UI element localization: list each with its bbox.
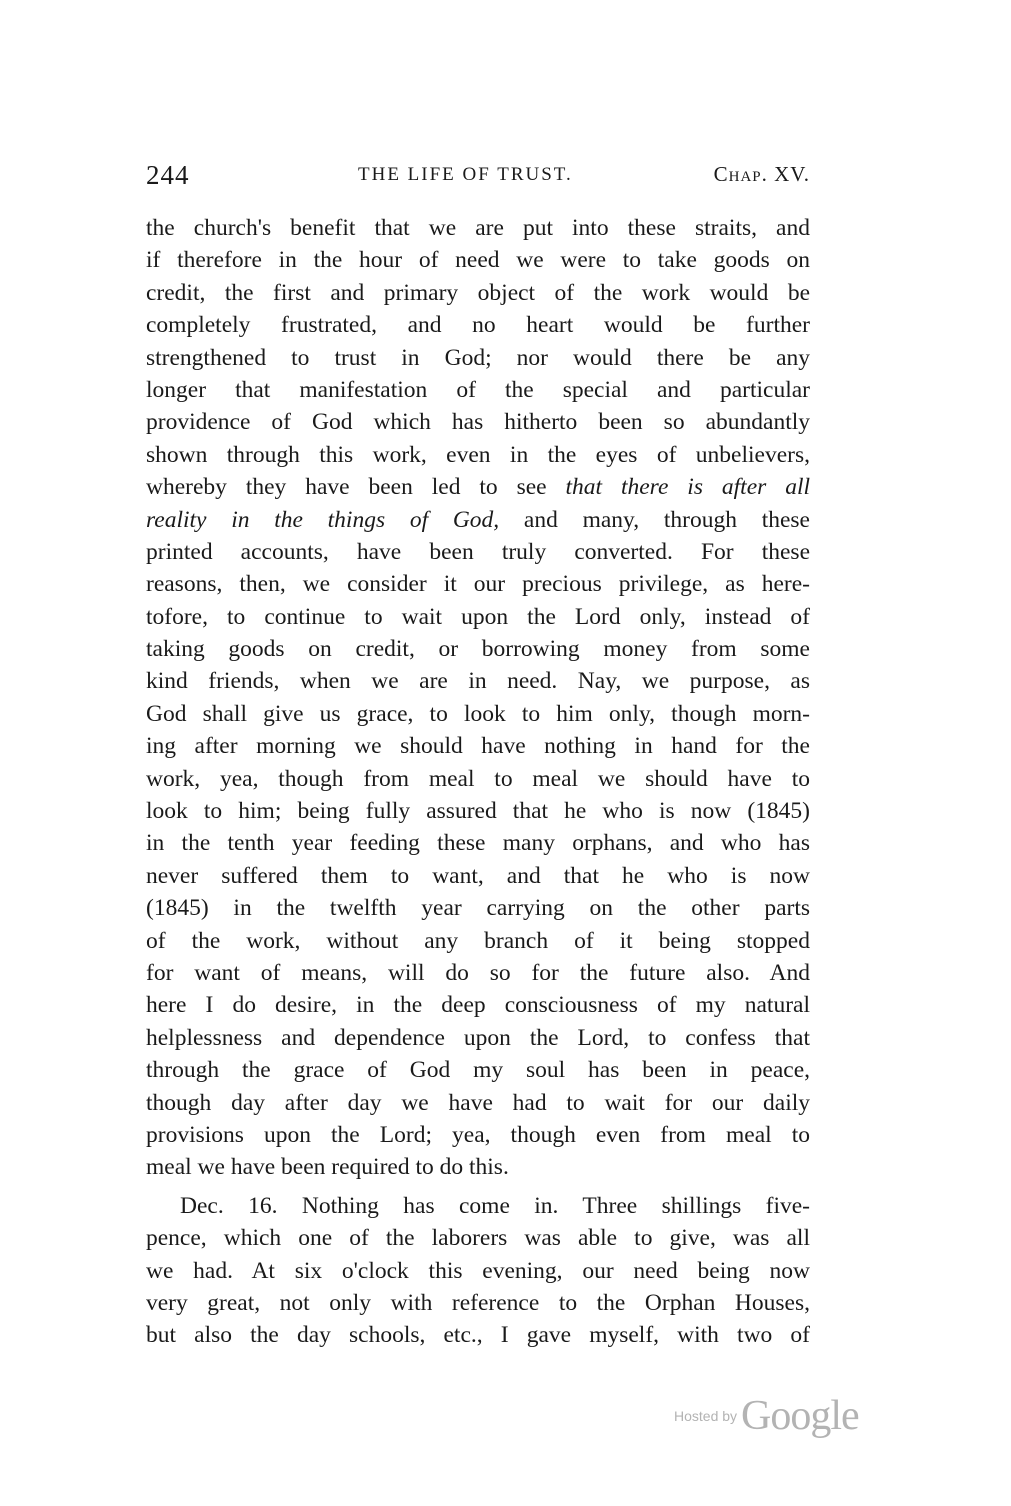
hosted-by-label: Hosted by [674,1408,738,1424]
text-run: whereby they have been led to see [146,474,566,501]
text-line: helplessness and dependence upon the Lord, to confess that [146,1024,810,1051]
paragraph-continued [146,212,810,1184]
text-line: credit, the first and primary object of the work would be [146,279,810,306]
text-line: very great, not only with reference to the Orphan Houses, [146,1289,810,1316]
paragraph-dec-16 [146,1190,810,1352]
text-line: tofore, to continue to wait upon the Lord only, instead of [146,603,810,630]
text-line-with-italic [146,504,810,536]
text-line: provisions upon the Lord; yea, though even from meal to [146,1121,810,1148]
page-number: 244 [146,160,190,190]
text-line: shown through this work, even in the eyes of unbelievers, [146,441,810,468]
text-line: through the grace of God my soul has been in peace, [146,1057,810,1084]
text-line: completely frustrated, and no heart would be further [146,312,810,339]
text-line: in the tenth year feeding these many orphans, and who has [146,830,810,857]
text-line: providence of God which has hitherto been so abundantly [146,409,810,436]
text-line: God shall give us grace, to look to him only, though morn- [146,700,810,727]
page-header [146,160,810,192]
text-line: but also the day schools, etc., I gave myself, with two of [146,1322,810,1349]
running-title: THE LIFE OF TRUST. [358,164,573,185]
text-line: work, yea, though from meal to meal we should have to [146,765,810,792]
text-line: we had. At six o'clock this evening, our need being now [146,1257,810,1284]
body-text [146,212,810,1352]
text-line: ing after morning we should have nothing in hand for the [146,733,810,760]
text-line: of the work, without any branch of it being stopped [146,927,810,954]
text-line: look to him; being fully assured that he who is now (1845) [146,798,810,825]
text-line: reasons, then, we consider it our precious privilege, as here- [146,571,810,598]
text-line: (1845) in the twelfth year carrying on the other parts [146,895,810,922]
text-line: never suffered them to want, and that he who is now [146,862,810,889]
text-line: printed accounts, have been truly converted. For these [146,538,810,565]
text-line: pence, which one of the laborers was able to give, was all [146,1225,810,1252]
text-line: for want of means, will do so for the future also. And [146,959,810,986]
text-line: kind friends, when we are in need. Nay, we purpose, as [146,668,810,695]
text-line: here I do desire, in the deep consciousness of my natural [146,992,810,1019]
text-line: the church's benefit that we are put into these straits, and [146,215,810,241]
text-line: Dec. 16. Nothing has come in. Three shillings five- [180,1192,810,1219]
google-watermark [674,1392,859,1438]
chapter-label: Chap. XV. [713,162,810,186]
text-line: though day after day we have had to wait for our daily [146,1089,810,1116]
text-line: meal we have been required to do this. [146,1154,509,1181]
text-run: and many, through these [499,506,810,533]
italic-phrase: that there is after all [565,474,810,501]
google-logo: Google [741,1393,859,1439]
italic-phrase: reality in the things of God, [146,506,500,533]
text-line: longer that manifestation of the special and particular [146,376,810,403]
text-line-with-italic [146,471,810,503]
text-line: strengthened to trust in God; nor would there be any [146,344,810,371]
text-line: if therefore in the hour of need we were to take goods on [146,247,810,274]
text-line: taking goods on credit, or borrowing money from some [146,636,810,663]
